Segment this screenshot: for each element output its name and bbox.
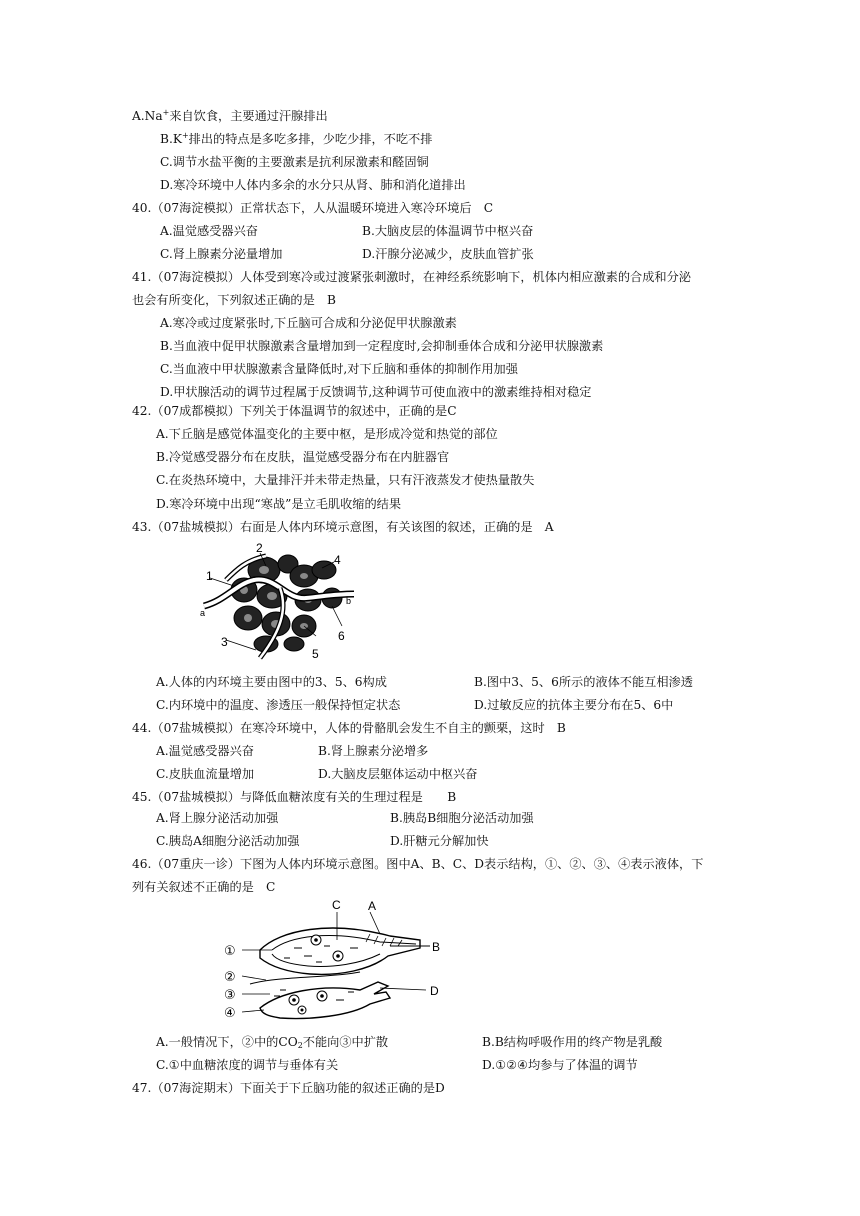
q46-label-b: B (432, 940, 441, 954)
q45-option-d: D.肝糖元分解加快 (390, 834, 489, 848)
q46-stem-line2: 列有关叙述不正确的是 C (132, 880, 276, 894)
q43-label-5: 5 (312, 647, 319, 661)
q45-option-a: A.肾上腺分泌活动加强 (156, 811, 279, 825)
q40-option-d: D.汗腺分泌减少，皮肤血管扩张 (362, 247, 534, 261)
q41-option-c: C.当血液中甲状腺激素含量降低时,对下丘脑和垂体的抑制作用加强 (160, 362, 518, 376)
q44-option-b: B.肾上腺素分泌增多 (318, 744, 429, 758)
q46-stem-line1: 46.（07重庆一诊）下图为人体内环境示意图。图中A、B、C、D表示结构，①、②、③、④表示液体，下 (132, 857, 704, 871)
q42-option-d: D.寒冷环境中出现“寒战”是立毛肌收缩的结果 (156, 497, 402, 511)
q46-label-d: D (430, 984, 439, 998)
q43-label-6: 6 (338, 629, 345, 643)
q45-option-b: B.胰岛B细胞分泌活动加强 (390, 811, 534, 825)
q42-option-a: A.下丘脑是感觉体温变化的主要中枢，是形成冷觉和热觉的部位 (156, 427, 498, 441)
q40-option-c: C.肾上腺素分泌量增加 (160, 247, 283, 261)
q44-stem: 44.（07盐城模拟）在寒冷环境中，人体的骨骼肌会发生不自主的颤栗，这时 B (132, 721, 566, 735)
q41-option-d: D.甲状腺活动的调节过程属于反馈调节,这种调节可使血液中的激素维持相对稳定 (160, 385, 592, 399)
q41-stem-line1: 41.（07海淀模拟）人体受到寒冷或过渡紧张刺激时，在神经系统影响下，机体内相应激素的合成和分泌 (132, 270, 691, 284)
q39-option-d: D.寒冷环境中人体内多余的水分只从肾、肺和消化道排出 (160, 178, 466, 192)
q41-option-b: B.当血液中促甲状腺激素含量增加到一定程度时,会抑制垂体合成和分泌甲状腺激素 (160, 339, 604, 353)
q43-label-4: 4 (334, 553, 341, 567)
q40-option-a: A.温觉感受器兴奋 (160, 224, 258, 238)
q46-label-4: ④ (224, 1005, 236, 1020)
q44-option-d: D.大脑皮层躯体运动中枢兴奋 (318, 767, 478, 781)
q42-option-b: B.冷觉感受器分布在皮肤，温觉感受器分布在内脏器官 (156, 450, 450, 464)
q43-option-d: D.过敏反应的抗体主要分布在5、6中 (474, 698, 674, 712)
q43-option-b: B.图中3、5、6所示的液体不能互相渗透 (474, 675, 693, 689)
q44-option-a: A.温觉感受器兴奋 (156, 744, 254, 758)
q46-option-b: B.B结构呼吸作用的终产物是乳酸 (482, 1035, 663, 1049)
q41-stem-line2: 也会有所变化，下列叙述正确的是 B (132, 293, 336, 307)
q42-option-c: C.在炎热环境中，大量排汗并未带走热量，只有汗液蒸发才使热量散失 (156, 473, 535, 487)
q40-stem: 40.（07海淀模拟）正常状态下，人从温暖环境进入寒冷环境后 C (132, 201, 494, 215)
q46-label-2: ② (224, 969, 236, 984)
q44-option-c: C.皮肤血流量增加 (156, 767, 255, 781)
q39-option-c: C.调节水盐平衡的主要激素是抗利尿激素和醛固铜 (160, 155, 429, 169)
q43-label-3: 3 (221, 635, 228, 649)
q39-option-a: A.Na+来自饮食，主要通过汗腺排出 (132, 108, 328, 123)
q43-label-2: 2 (256, 541, 263, 555)
q43-tissue-diagram (196, 540, 356, 662)
q46-option-c: C.①中血糖浓度的调节与垂体有关 (156, 1058, 339, 1072)
q41-option-a: A.寒冷或过度紧张时,下丘脑可合成和分泌促甲状腺激素 (160, 316, 457, 330)
q46-label-c: C (332, 898, 341, 912)
q40-option-b: B.大脑皮层的体温调节中枢兴奋 (362, 224, 534, 238)
q43-label-b: b (346, 596, 352, 606)
q43-label-a: a (200, 608, 206, 618)
q47-stem: 47.（07海淀期末）下面关于下丘脑功能的叙述正确的是D (132, 1081, 445, 1095)
q46-label-a: A (368, 899, 377, 913)
q45-stem: 45.（07盐城模拟）与降低血糖浓度有关的生理过程是 B (132, 790, 457, 804)
q46-option-d: D.①②④均参与了体温的调节 (482, 1058, 638, 1072)
q46-label-3: ③ (224, 987, 236, 1002)
q46-label-1: ① (224, 943, 236, 958)
q46-option-a: A.一般情况下，②中的$CO_2$不能向③中扩散 (156, 1035, 389, 1050)
q43-option-c: C.内环境中的温度、渗透压一般保持恒定状态 (156, 698, 401, 712)
q43-label-1: 1 (206, 569, 213, 583)
q39-option-b: B.K+排出的特点是多吃多排，少吃少排，不吃不排 (160, 131, 433, 146)
q45-option-c: C.胰岛A细胞分泌活动加强 (156, 834, 300, 848)
q43-stem: 43.（07盐城模拟）右面是人体内环境示意图，有关该图的叙述，正确的是 A (132, 520, 554, 534)
q42-stem: 42.（07成都模拟）下列关于体温调节的叙述中，正确的是C (132, 404, 457, 418)
q43-option-a: A.人体的内环境主要由图中的3、5、6构成 (156, 675, 387, 689)
q46-internal-environment-diagram (220, 896, 460, 1026)
